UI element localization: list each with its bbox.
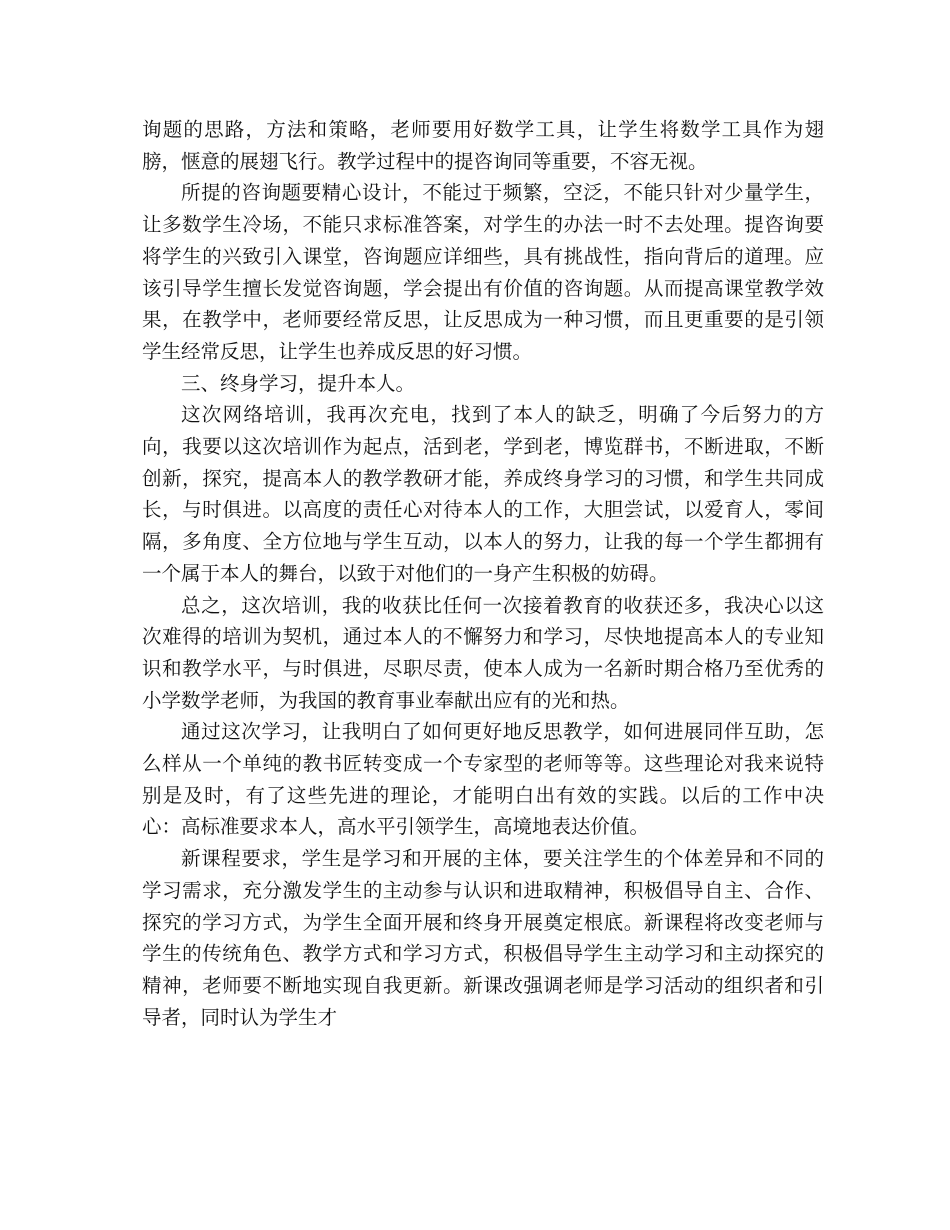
paragraph-7: 新课程要求，学生是学习和开展的主体，要关注学生的个体差异和不同的学习需求，充分激发学生的主动参与认识和进取精神，积极倡导自主、合作、探究的学习方式，为学生全面开展和终身开展奠定根底。新课程将改变老师与学生的传统角色、教学方式和学习方式，积极倡导学生主动学习和主动探究的精神，老师要不断地实现自我更新。新课改强调老师是学习活动的组织者和引导者，同时认为学生才 (142, 847, 824, 1029)
paragraph-6: 通过这次学习，让我明白了如何更好地反思教学，如何进展同伴互助，怎么样从一个单纯的教书匠转变成一个专家型的老师等等。这些理论对我来说特别是及时，有了这些先进的理论，才能明白出有效的实践。以后的工作中决心：高标准要求本人，高水平引领学生，高境地表达价值。 (142, 720, 824, 839)
document-page (142, 114, 824, 1033)
paragraph-5: 总之，这次培训，我的收获比任何一次接着教育的收获还多，我决心以这次难得的培训为契机，通过本人的不懈努力和学习，尽快地提高本人的专业知识和教学水平，与时俱进，尽职尽责，使本人成为一名新时期合格乃至优秀的小学数学老师，为我国的教育事业奉献出应有的光和热。 (142, 593, 824, 712)
paragraph-1: 询题的思路，方法和策略，老师要用好数学工具，让学生将数学工具作为翅膀，惬意的展翅飞行。教学过程中的提咨询同等重要，不容无视。 (142, 118, 824, 173)
paragraph-2: 所提的咨询题要精心设计，不能过于频繁，空泛，不能只针对少量学生，让多数学生冷场，不能只求标准答案，对学生的办法一时不去处理。提咨询要将学生的兴致引入课堂，咨询题应详细些，具有挑战性，指向背后的道理。应该引导学生擅长发觉咨询题，学会提出有价值的咨询题。从而提高课堂教学效果，在教学中，老师要经常反思，让反思成为一种习惯，而且更重要的是引领学生经常反思，让学生也养成反思的好习惯。 (142, 181, 824, 363)
section-heading-3: 三、终身学习，提升本人。 (181, 371, 416, 395)
paragraph-4: 这次网络培训，我再次充电，找到了本人的缺乏，明确了今后努力的方向，我要以这次培训作为起点，活到老，学到老，博览群书，不断进取，不断创新，探究，提高本人的教学教研才能，养成终身学习的习惯，和学生共同成长，与时俱进。以高度的责任心对待本人的工作，大胆尝试，以爱育人，零间隔，多角度、全方位地与学生互动，以本人的努力，让我的每一个学生都拥有一个属于本人的舞台，以致于对他们的一身产生积极的妨碍。 (142, 403, 824, 585)
